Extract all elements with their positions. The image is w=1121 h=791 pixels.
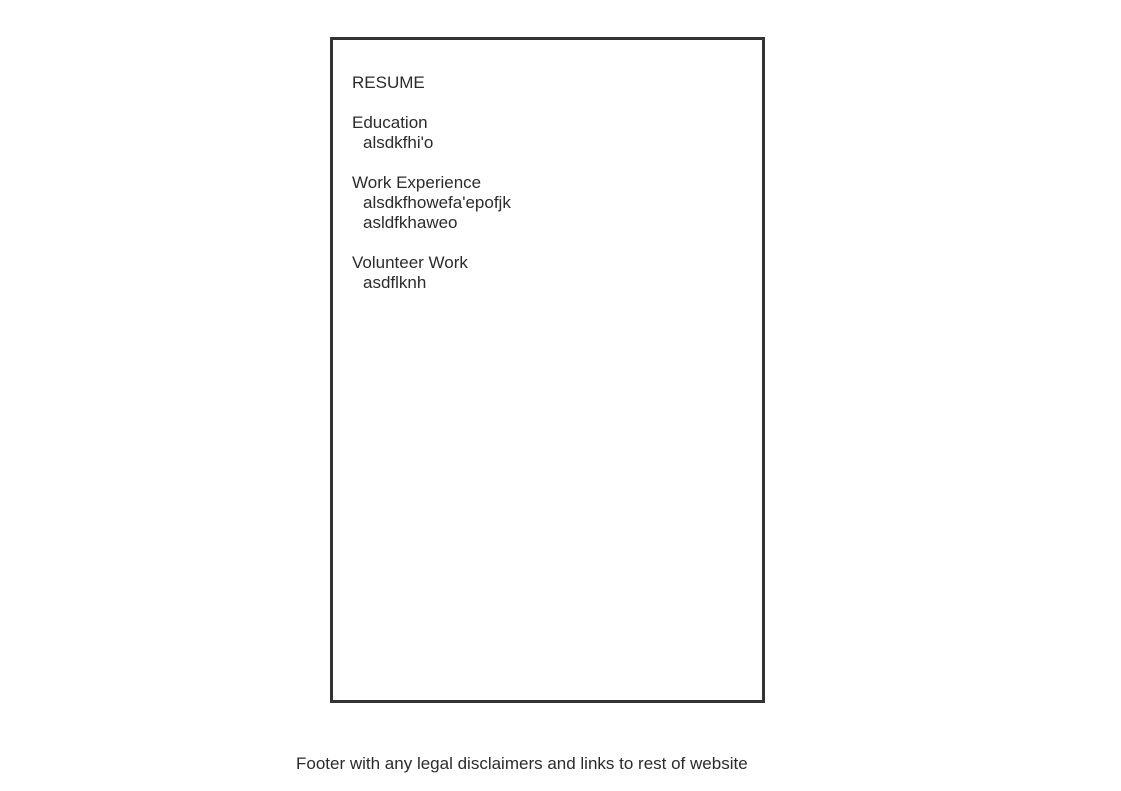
section-volunteer-work [352,253,511,293]
list-item: alsdkfhowefa'epofjk [363,193,511,212]
section-education [352,113,511,153]
footer-text: Footer with any legal disclaimers and links to rest of website [296,754,748,773]
resume-content [352,73,511,313]
resume-title: RESUME [352,73,425,92]
section-work-experience [352,173,511,233]
section-heading-volunteer-work: Volunteer Work [352,253,468,272]
list-item: asdflknh [363,273,427,292]
section-heading-work-experience: Work Experience [352,173,482,192]
section-heading-education: Education [352,113,428,132]
list-item: asldfkhaweo [363,213,458,232]
list-item: alsdkfhi'o [363,133,434,152]
resume-panel [330,37,765,703]
